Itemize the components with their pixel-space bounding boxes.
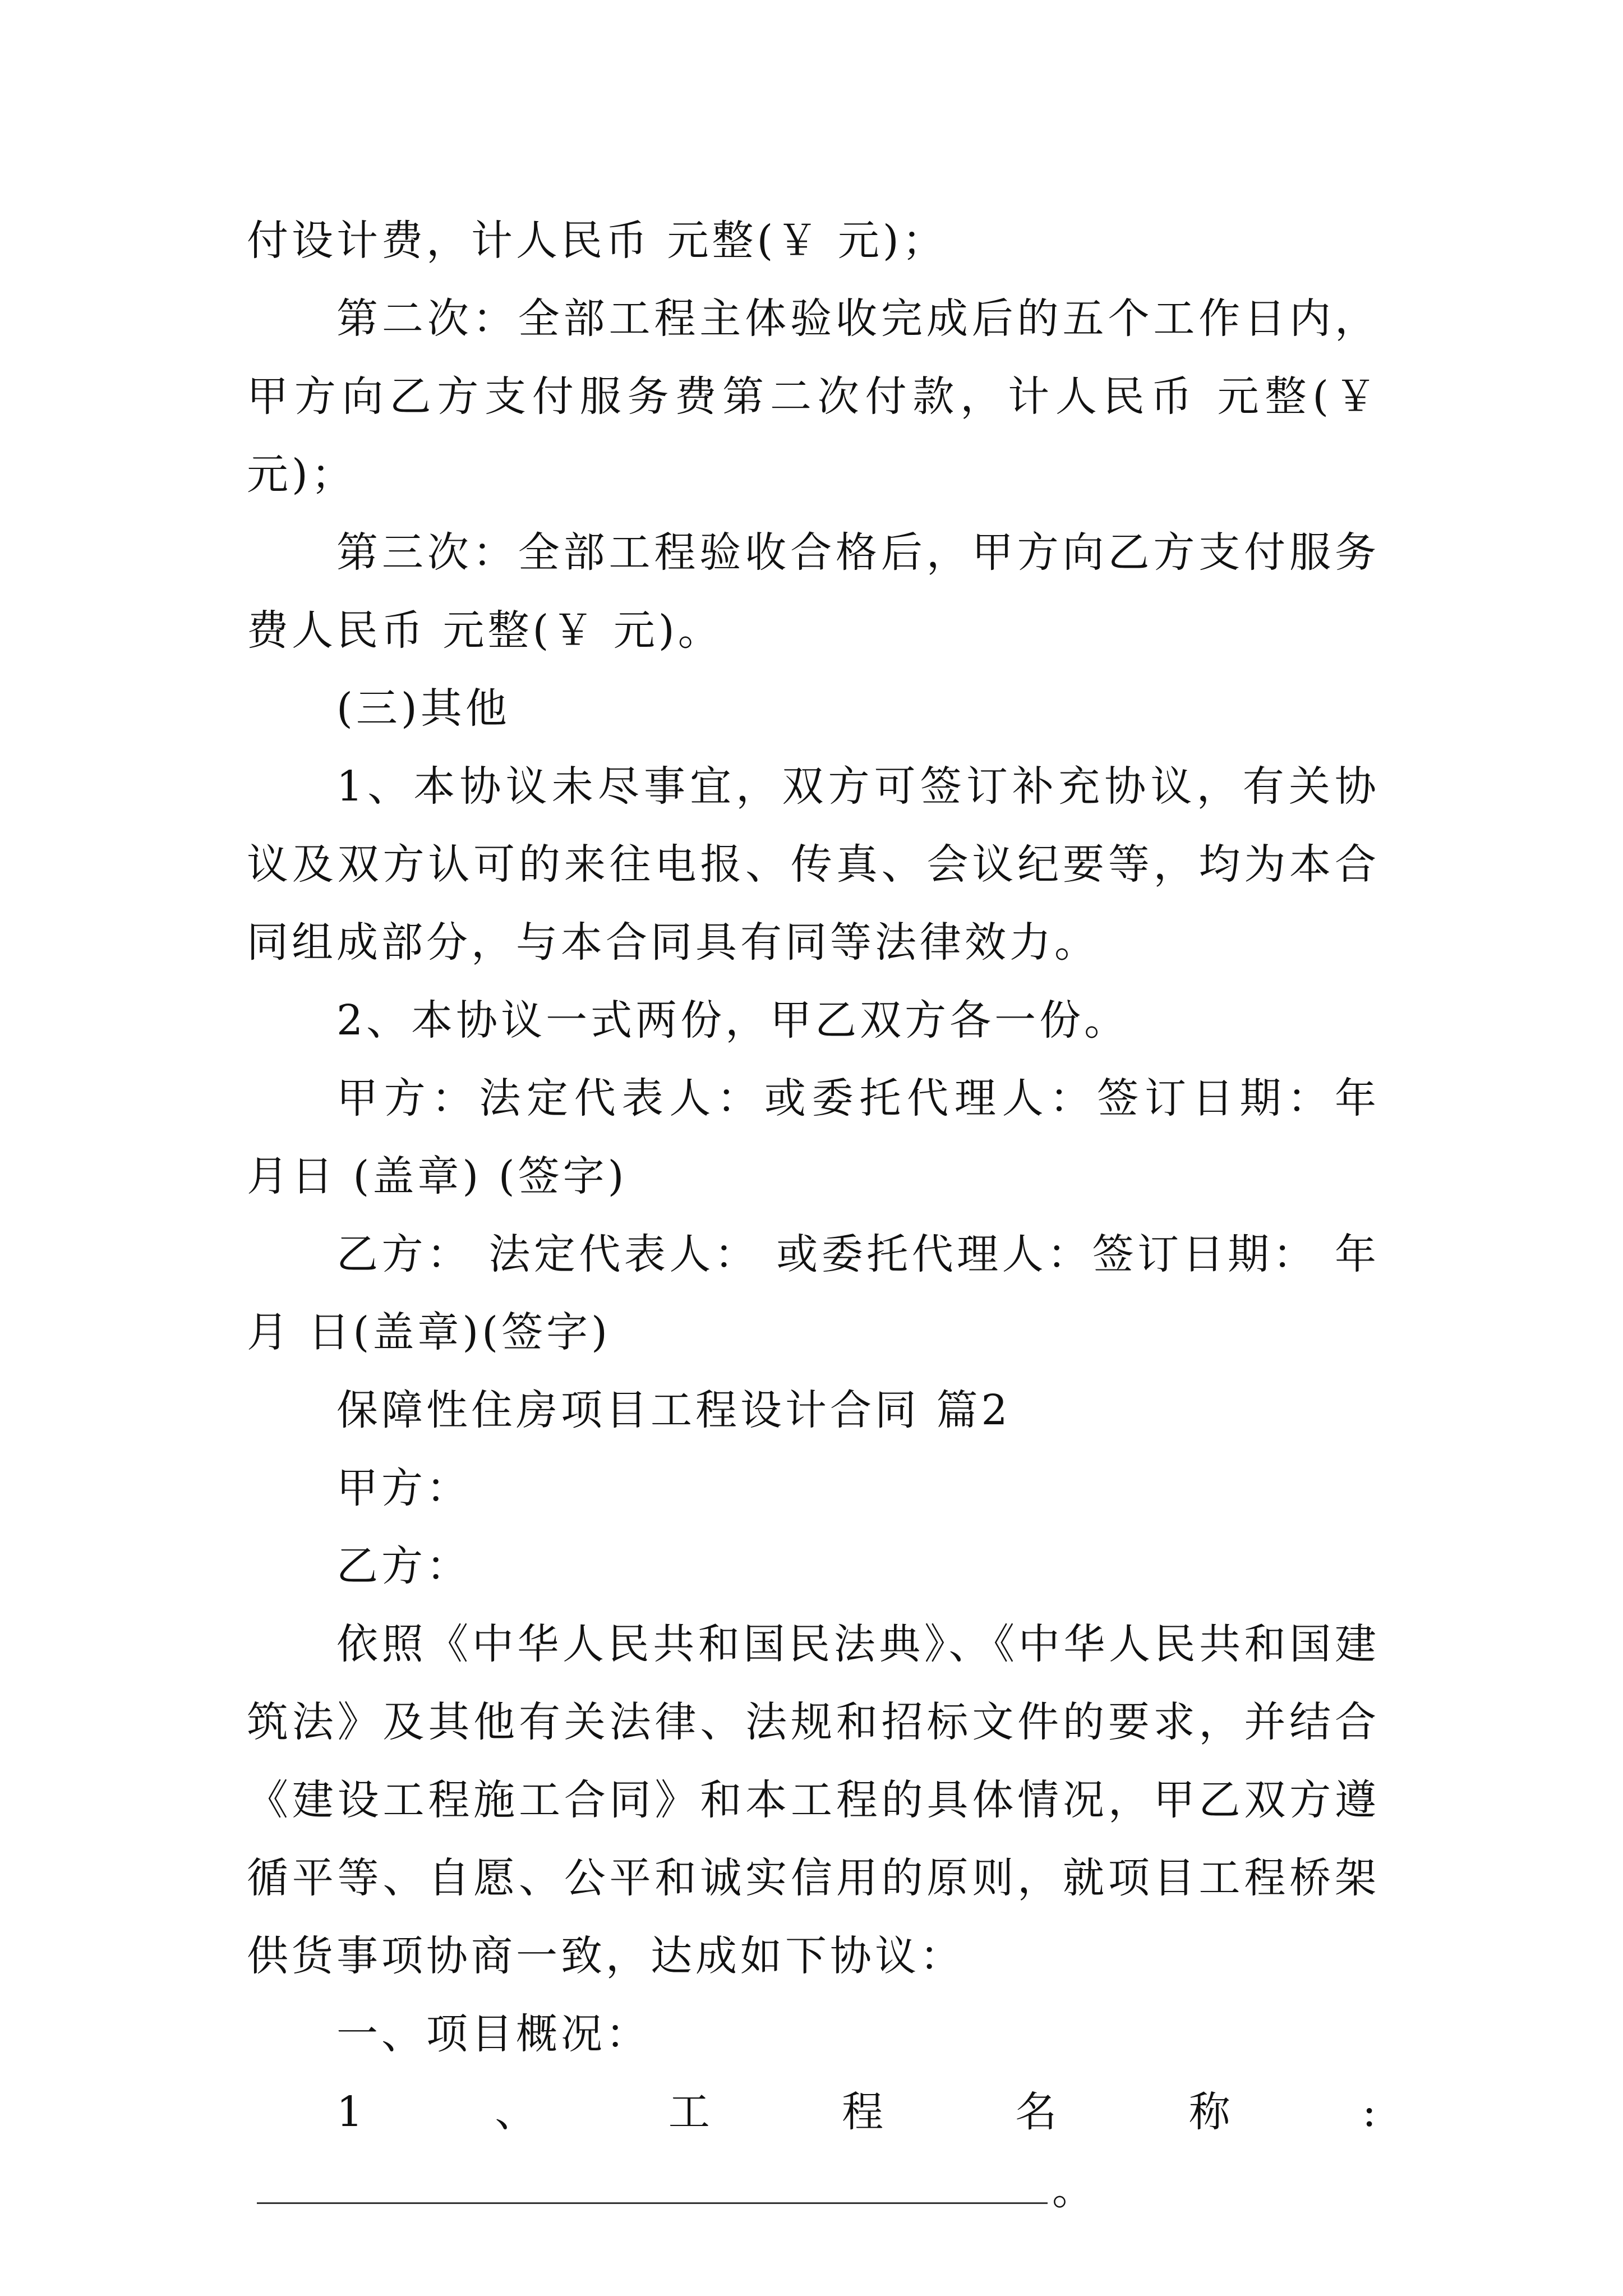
party-b-label: 乙方： [336,1542,471,1590]
paragraph-fee-first-payment: 付设计费，计人民币 元整(￥ 元)； [247,217,947,265]
paragraph-supplementary-agreement: 1、本协议未尽事宜，双方可签订补充协议，有关协议及双方认可的来往电报、传真、会议纪要等，均为本合同组成部分，与本合同具有同等法律效力。 [247,762,1380,967]
signature-party-b: 乙方： 法定代表人： 或委托代理人：签订日期： 年月 日(盖章)(签字) [247,1230,1380,1356]
project-name-blank [257,2169,1048,2204]
document-body [247,202,1380,2229]
section-heading-other: (三)其他 [336,684,510,733]
section-heading-project-overview: 一、项目概况： [336,2010,651,2058]
paragraph-third-payment: 第三次：全部工程验收合格后，甲方向乙方支付服务费人民币 元整(￥ 元)。 [247,528,1380,655]
party-a-label: 甲方： [336,1464,471,1512]
project-name-line [247,2073,1380,2229]
contract-title-part-2: 保障性住房项目工程设计合同 篇2 [336,1386,1011,1434]
signature-party-a: 甲方：法定代表人：或委托代理人：签订日期：年 月日 (盖章) (签字) [247,1074,1380,1200]
paragraph-legal-basis: 依照《中华人民共和国民法典》、《中华人民共和国建筑法》及其他有关法律、法规和招标文件的要求，并结合《建设工程施工合同》和本工程的具体情况，甲乙双方遵循平等、自愿、公平和诚实信用的原则，就项目工程桥架供货事项协商一致，达成如下协议： [247,1620,1380,1980]
project-name-end: 。 [1052,2166,1097,2214]
project-name-label: 1、工程名称: [336,2088,1380,2136]
paragraph-second-payment: 第二次：全部工程主体验收完成后的五个工作日内，甲方向乙方支付服务费第二次付款，计人民币 元整(￥ 元)； [247,295,1380,499]
paragraph-copies: 2、本协议一式两份，甲乙双方各一份。 [336,996,1129,1045]
